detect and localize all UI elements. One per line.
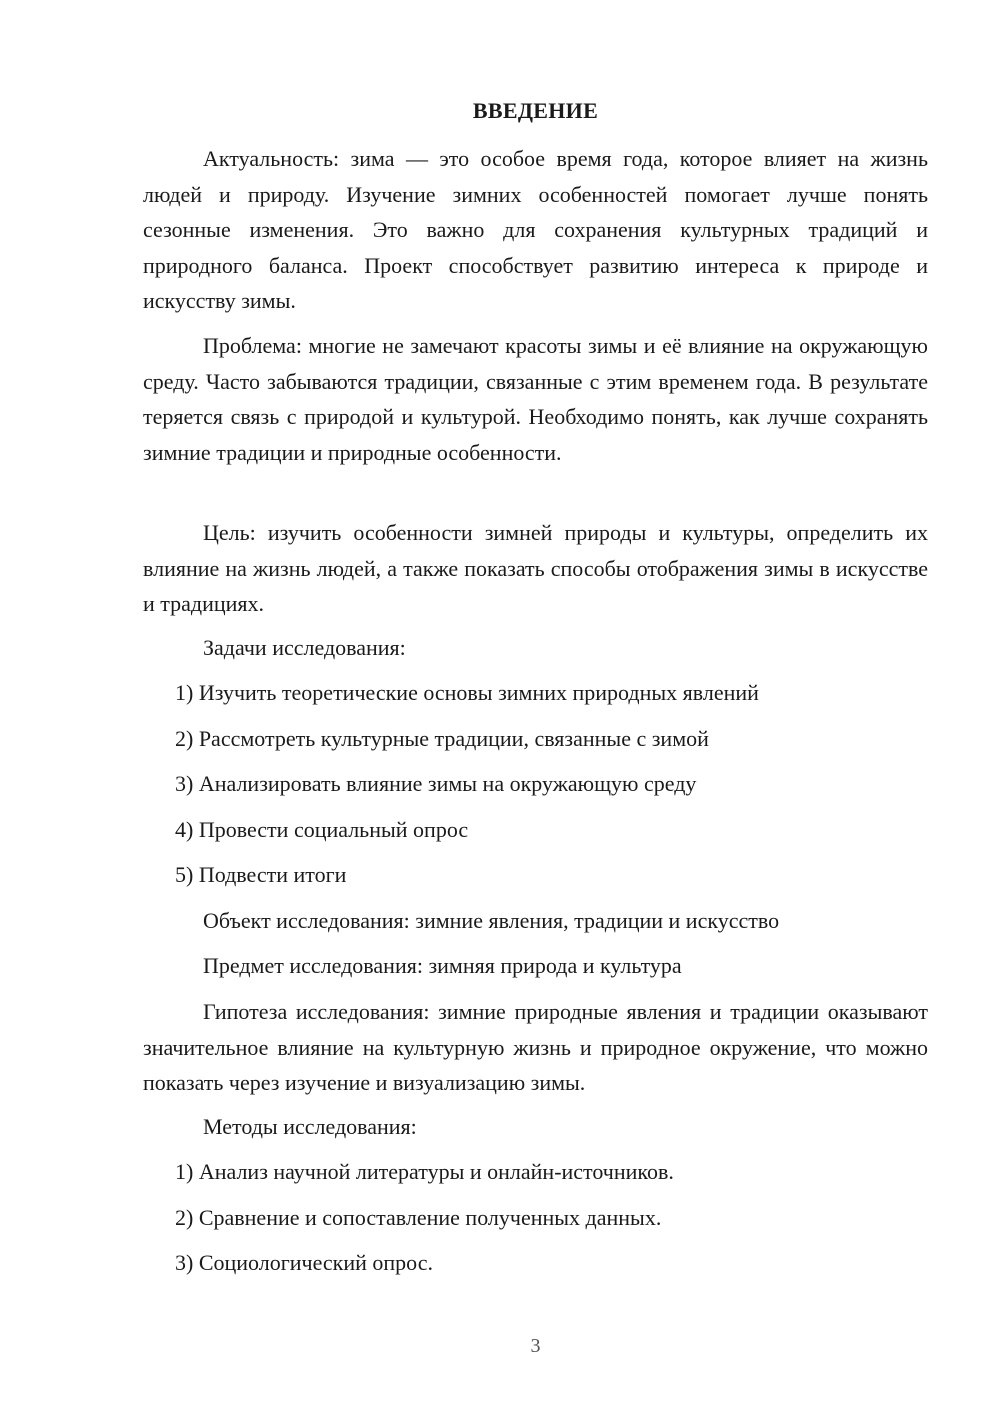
task-item: 4) Провести социальный опрос [175, 817, 469, 842]
goal-paragraph: Цель: изучить особенности зимней природы и культуры, определить их влияние на жизнь людей, а также показать способы отображения зимы в искусстве и традициях. [143, 520, 928, 616]
document-page [143, 0, 928, 1414]
task-item: 2) Рассмотреть культурные традиции, связанные с зимой [175, 726, 709, 751]
method-item: 3) Социологический опрос. [175, 1250, 433, 1275]
page-number: 3 [530, 1335, 541, 1357]
task-item: 5) Подвести итоги [175, 862, 347, 887]
task-item: 1) Изучить теоретические основы зимних природных явлений [175, 680, 759, 705]
subject-line: Предмет исследования: зимняя природа и культура [203, 953, 682, 978]
hypothesis-paragraph: Гипотеза исследования: зимние природные явления и традиции оказывают значительное влияние на культурную жизнь и природное окружение, что можно показать через изучение и визуализацию зимы. [143, 999, 928, 1095]
methods-heading: Методы исследования: [203, 1114, 417, 1139]
task-item: 3) Анализировать влияние зимы на окружающую среду [175, 771, 697, 796]
method-item: 1) Анализ научной литературы и онлайн-источников. [175, 1159, 674, 1184]
tasks-heading: Задачи исследования: [203, 635, 406, 660]
section-title: ВВЕДЕНИЕ [472, 98, 599, 123]
problem-paragraph: Проблема: многие не замечают красоты зимы и её влияние на окружающую среду. Часто забываются традиции, связанные с этим временем года. В результате теряется связь с природой и культурой. Необходимо понять, как лучше сохранять зимние традиции и природные особенности. [143, 333, 928, 465]
method-item: 2) Сравнение и сопоставление полученных данных. [175, 1205, 662, 1230]
relevance-paragraph: Актуальность: зима — это особое время года, которое влияет на жизнь людей и природу. Изучение зимних особенностей помогает лучше понять сезонные изменения. Это важно для сохранения культурных традиций и природного баланса. Проект способствует развитию интереса к природе и искусству зимы. [143, 146, 928, 313]
object-line: Объект исследования: зимние явления, традиции и искусство [203, 908, 780, 933]
